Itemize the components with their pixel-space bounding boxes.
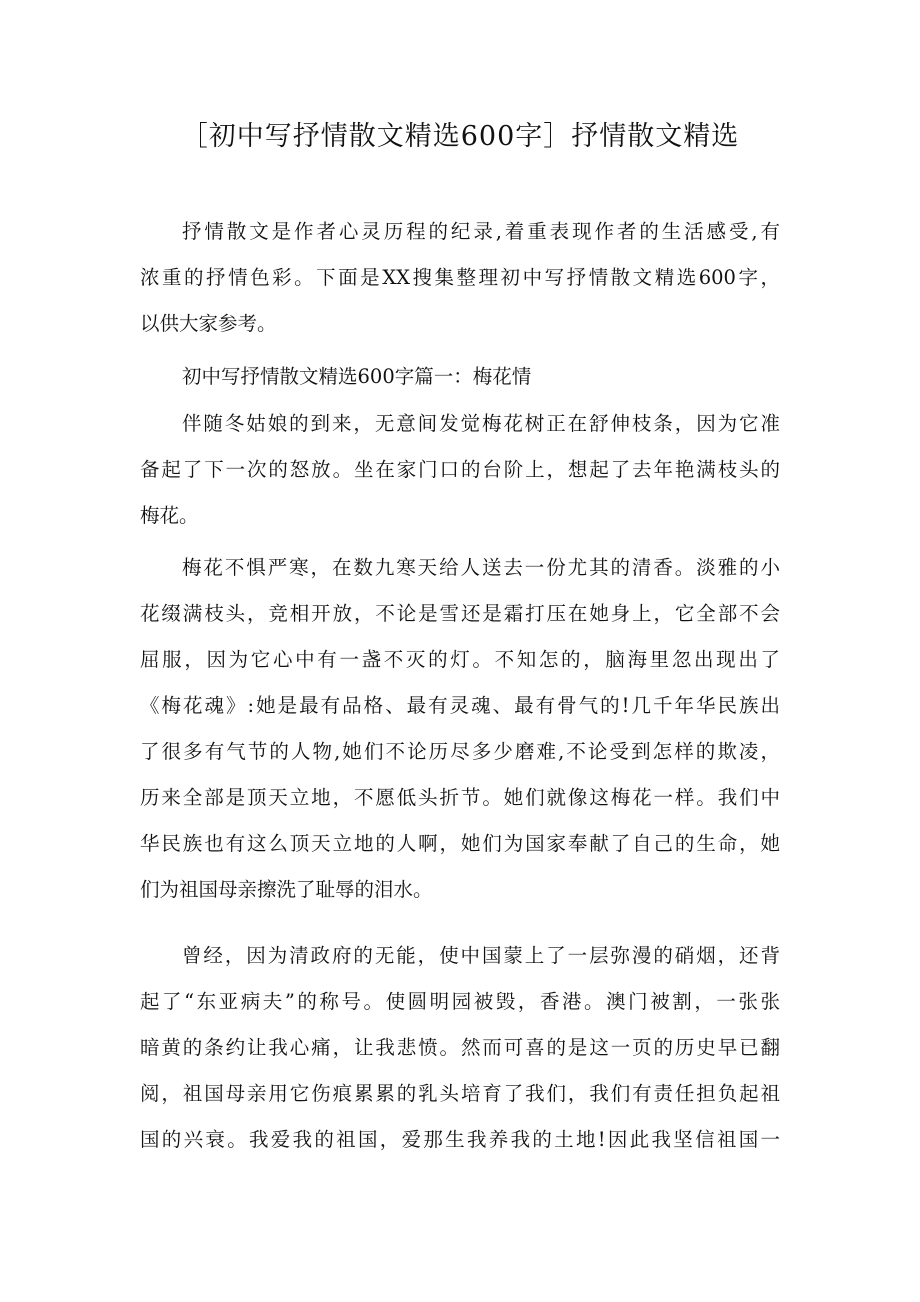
text-line: 梅花不惧严寒，在数九寒天给人送去一份尤其的清香。淡雅的小 bbox=[182, 556, 780, 579]
text-line: 初中写抒情散文精选600字篇一：梅花情 bbox=[182, 365, 532, 388]
text-line: 历来全部是顶天立地，不愿低头折节。她们就像这梅花一样。我们中 bbox=[140, 786, 780, 809]
text-line: 备起了下一次的怒放。坐在家门口的台阶上，想起了去年艳满枝头的 bbox=[140, 458, 780, 481]
text-line: 华民族也有这么顶天立地的人啊，她们为国家奉献了自己的生命，她 bbox=[140, 832, 780, 855]
text-line: 梅花。 bbox=[140, 504, 199, 527]
text-line: 国的兴衰。我爱我的祖国，爱那生我养我的土地!因此我坚信祖国一 bbox=[140, 1128, 780, 1151]
text-line: 屈服，因为它心中有一盏不灭的灯。不知怎的，脑海里忽出现出了 bbox=[140, 648, 780, 671]
text-line: 起了“东亚病夫”的称号。使圆明园被毁，香港。澳门被割，一张张 bbox=[140, 990, 780, 1013]
text-line: 阅，祖国母亲用它伤痕累累的乳头培育了我们，我们有责任担负起祖 bbox=[140, 1082, 780, 1105]
text-line: 伴随冬姑娘的到来，无意间发觉梅花树正在舒伸枝条，因为它准 bbox=[182, 412, 780, 435]
document-title: ［初中写抒情散文精选600字］抒情散文精选 bbox=[180, 121, 740, 152]
text-line: 以供大家参考。 bbox=[140, 312, 277, 335]
text-line: 们为祖国母亲擦洗了耻辱的泪水。 bbox=[140, 878, 433, 901]
text-line: 《梅花魂》:她是最有品格、最有灵魂、最有骨气的!几千年华民族出 bbox=[140, 694, 780, 717]
text-line: 花缀满枝头，竞相开放，不论是雪还是霜打压在她身上，它全部不会 bbox=[140, 602, 780, 625]
text-line: 浓重的抒情色彩。下面是XX搜集整理初中写抒情散文精选600字， bbox=[140, 266, 780, 289]
text-line: 曾经，因为清政府的无能，使中国蒙上了一层弥漫的硝烟，还背 bbox=[182, 944, 780, 967]
text-line: 暗黄的条约让我心痛，让我悲愤。然而可喜的是这一页的历史早已翻 bbox=[140, 1036, 780, 1059]
text-line: 了很多有气节的人物,她们不论历尽多少磨难,不论受到怎样的欺凌， bbox=[140, 740, 780, 763]
text-line: 抒情散文是作者心灵历程的纪录,着重表现作者的生活感受,有 bbox=[182, 220, 780, 243]
